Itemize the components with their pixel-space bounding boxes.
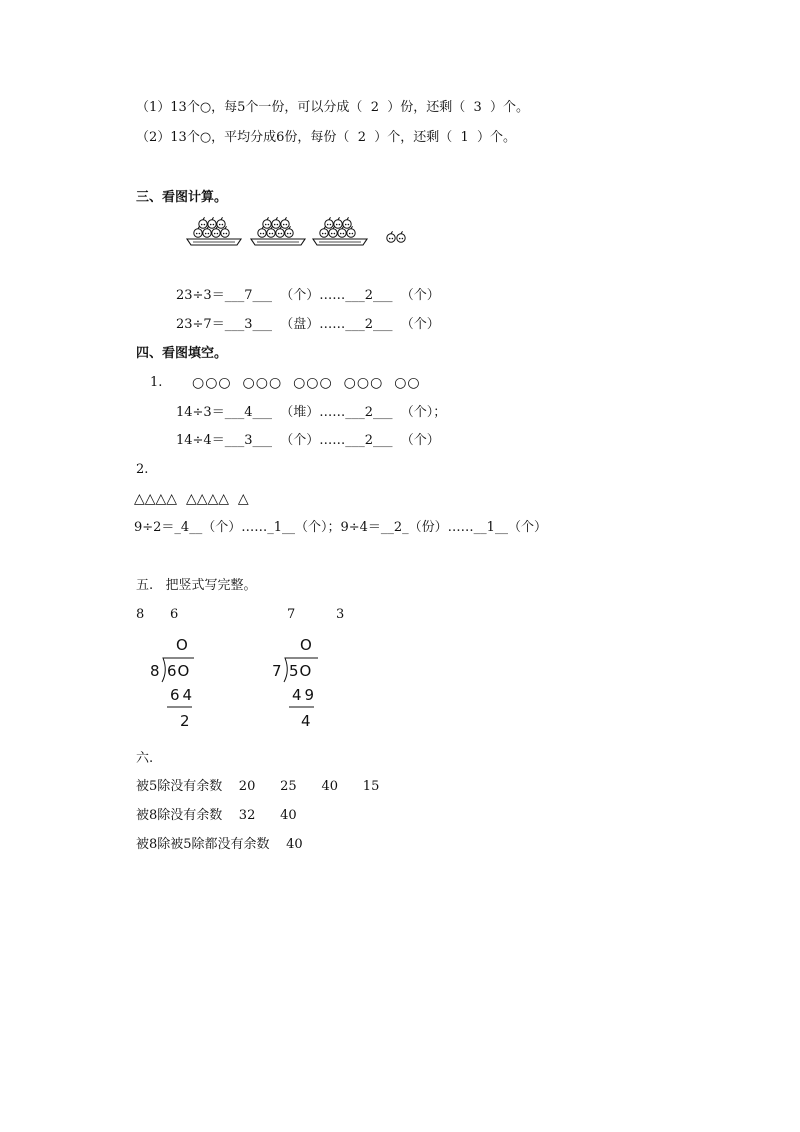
- item-1-number: 1.: [150, 375, 163, 390]
- long-division-1: [150, 636, 210, 736]
- remainder: 4: [301, 712, 311, 730]
- divisor: 7: [272, 662, 282, 680]
- top-right-digit-b: 3: [336, 607, 345, 622]
- section-6-row-2: 被8除没有余数 32 40: [136, 808, 297, 823]
- section-4-equation-3: 9÷2＝_4__（个）……_1__（个）；9÷4＝__2_（份）……__1__（个）: [134, 520, 547, 535]
- quotient: O: [300, 636, 312, 654]
- section-6-row-1: 被5除没有余数 20 25 40 15: [136, 779, 380, 794]
- dividend: 5O: [289, 662, 313, 680]
- question-1: （1）13个○，每5个一份，可以分成（ 2 ）份，还剩（ 3 ）个。: [136, 100, 530, 115]
- quotient: O: [176, 636, 188, 654]
- plate-3: [313, 217, 367, 245]
- apple-plates-illustration: [185, 215, 415, 255]
- section-6-heading: 六.: [136, 751, 154, 766]
- plate-1: [187, 217, 241, 245]
- leftover-apples: [387, 231, 405, 242]
- section-6-row-3: 被8除被5除都没有余数 40: [136, 837, 303, 852]
- division-bracket: [150, 636, 210, 736]
- item-2-number: 2.: [136, 462, 149, 477]
- section-3-heading: 三、看图计算。: [136, 190, 228, 205]
- remainder: 2: [180, 712, 190, 730]
- top-left-digit-a: 8: [136, 607, 145, 622]
- divisor: 8: [150, 662, 160, 680]
- triangle-groups: △△△△ △△△△ △: [134, 491, 249, 507]
- section-4-equation-2: 14÷4＝___3___ （个）……___2___ （个）: [176, 433, 440, 448]
- section-4-heading: 四、看图填空。: [136, 346, 228, 361]
- question-2: （2）13个○，平均分成6份，每份（ 2 ）个，还剩（ 1 ）个。: [136, 130, 517, 145]
- division-bracket: [272, 636, 332, 736]
- top-left-digit-b: 6: [170, 607, 179, 622]
- product: 64: [170, 686, 196, 704]
- section-5-heading: 五. 把竖式写完整。: [136, 578, 257, 593]
- circle-groups: ○○○ ○○○ ○○○ ○○○ ○○: [192, 375, 421, 391]
- dividend: 6O: [167, 662, 191, 680]
- product: 49: [292, 686, 318, 704]
- plate-2: [251, 217, 305, 245]
- top-right-digit-a: 7: [287, 607, 296, 622]
- long-division-2: [272, 636, 332, 736]
- section-4-equation-1: 14÷3＝___4___ （堆）……___2___ （个）；: [176, 405, 447, 420]
- section-3-equation-1: 23÷3＝___7___ （个）……___2___ （个）: [176, 288, 440, 303]
- section-3-equation-2: 23÷7＝___3___ （盘）……___2___ （个）: [176, 317, 440, 332]
